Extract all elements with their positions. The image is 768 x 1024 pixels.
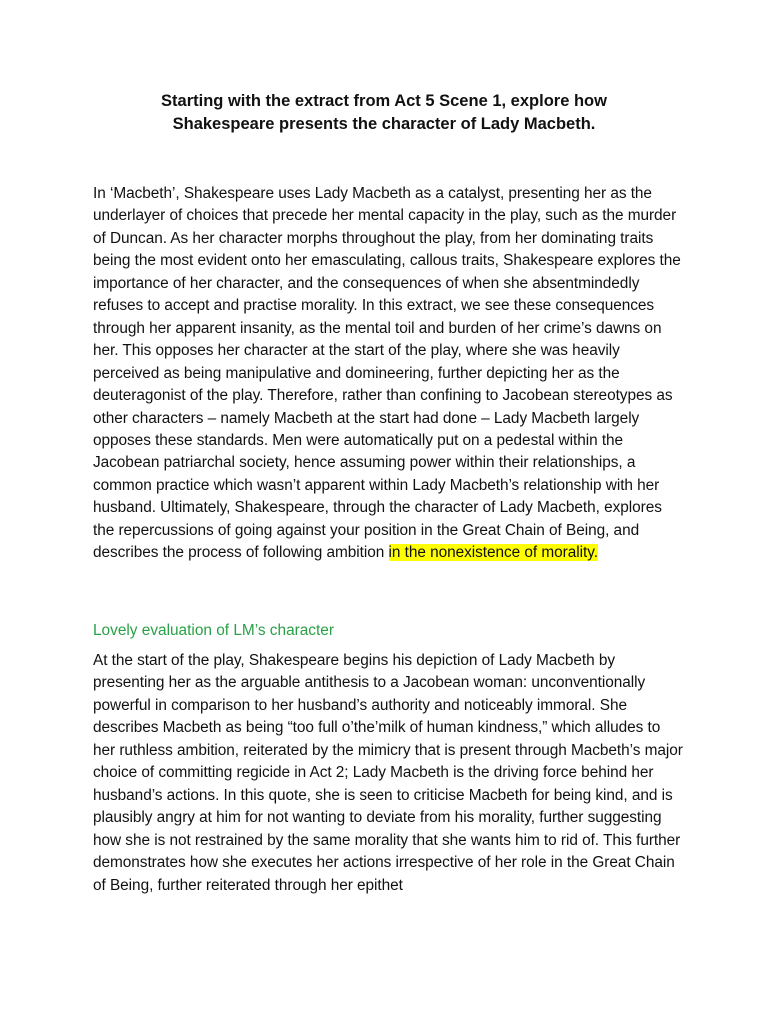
paragraph-second: At the start of the play, Shakespeare begins his depiction of Lady Macbeth by presenting her as the arguable antithesis to a Jacobean woman: unconventionally powerful in comparison to her husband’s authority and noticeably immoral. She describes Macbeth as being “too full o’the’milk of human kindness,” which alludes to her ruthless ambition, reiterated by the mimicry that is present through Macbeth’s major choice of committing regicide in Act 2; Lady Macbeth is the driving force behind her husband’s actions. In this quote, she is seen to criticise Macbeth for being kind, and is plausibly angry at him for not wanting to deviate from his morality, further suggesting how she is not restrained by the same morality that she wants him to rid of. This further demonstrates how she executes her actions irrespective of her role in the Great Chain of Being, further reiterated through her epithet [93,652,683,894]
essay-title [60,90,708,136]
paragraph-introduction [93,183,683,565]
paragraph-introduction-text: In ‘Macbeth’, Shakespeare uses Lady Macbeth as a catalyst, presenting her as the underlayer of choices that precede her mental capacity in the play, such as the murder of Duncan. As her character morphs throughout the play, from her dominating traits being the most evident onto her emasculating, callous traits, Shakespeare explores the importance of her character, and the consequences of when she absentmindedly refuses to accept and practise morality. In this extract, we see these consequences through her apparent insanity, as the mental toil and burden of her crime’s dawns on her. This opposes her character at the start of the play, where she was heavily perceived as being manipulative and domineering, further depicting her as the deuteragonist of the play. Therefore, rather than confining to Jacobean stereotypes as other characters – namely Macbeth at the start had done – Lady Macbeth largely opposes these standards. Men were automatically put on a pedestal within the Jacobean patriarchal society, hence assuming power within their relationships, a common practice which wasn’t apparent within Lady Macbeth’s relationship with her husband. Ultimately, Shakespeare, through the character of Lady Macbeth, explores the repercussions of going against your position in the Great Chain of Being, and describes the process of following ambition [93,185,681,562]
essay-title-line-1: Starting with the extract from Act 5 Scene 1, explore how [161,92,607,110]
essay-title-line-2: Shakespeare presents the character of Lady Macbeth. [172,115,596,133]
highlighted-text: in the nonexistence of morality. [388,544,598,562]
teacher-comment: Lovely evaluation of LM’s character [93,622,334,639]
